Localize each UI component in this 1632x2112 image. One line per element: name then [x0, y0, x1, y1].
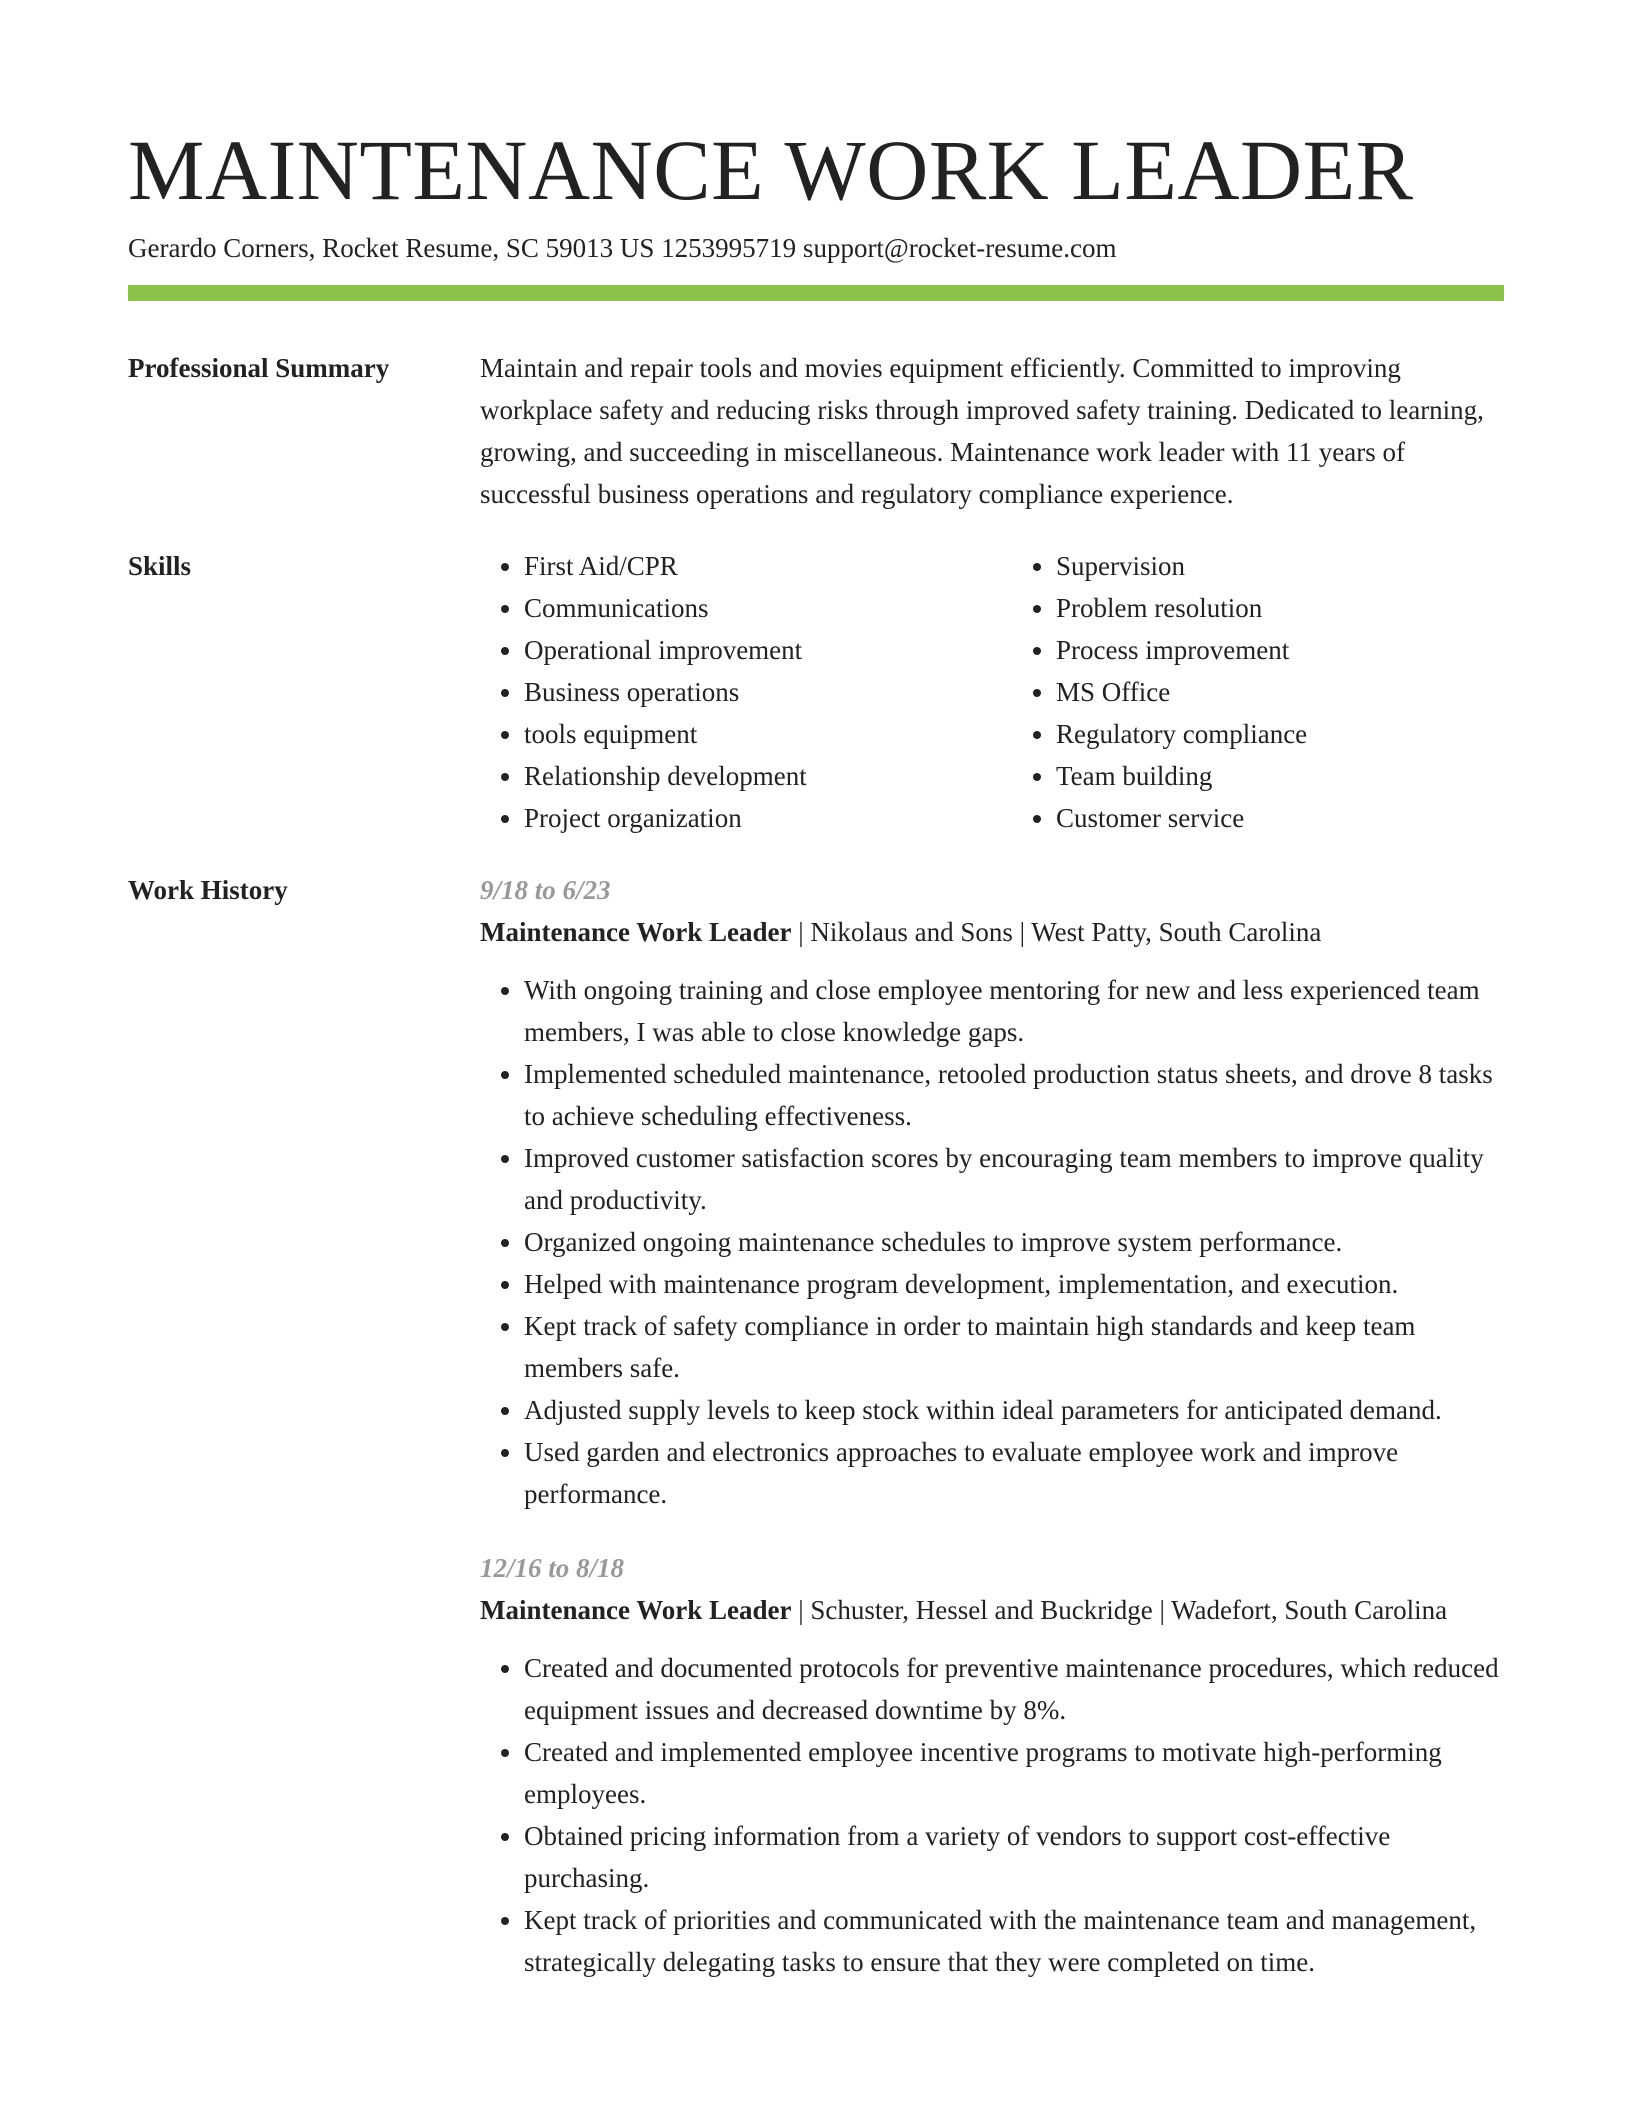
job-entry — [480, 869, 1504, 1515]
skill-item: • Customer service — [1056, 797, 1504, 839]
job-details: | Nikolaus and Sons | West Patty, South Carolina — [791, 917, 1322, 947]
job-bullet: • Obtained pricing information from a variety of vendors to support cost-effective purchasing. — [524, 1815, 1504, 1899]
skill-item: • Team building — [1056, 755, 1504, 797]
job-bullet: • Adjusted supply levels to keep stock within ideal parameters for anticipated demand. — [524, 1389, 1504, 1431]
job-title: Maintenance Work Leader — [480, 1595, 792, 1625]
job-heading — [480, 911, 1504, 953]
job-bullets — [480, 969, 1504, 1515]
job-bullet: • Improved customer satisfaction scores by encouraging team members to improve quality and productivity. — [524, 1137, 1504, 1221]
job-bullet: • Kept track of priorities and communicated with the maintenance team and management, strategically delegating tasks to ensure that they were completed on time. — [524, 1899, 1504, 1983]
summary-section — [480, 347, 1504, 515]
skill-item: • Communications — [524, 587, 972, 629]
skill-item: • Business operations — [524, 671, 972, 713]
job-dates: 9/18 to 6/23 — [480, 875, 611, 905]
job-bullet: • With ongoing training and close employee mentoring for new and less experienced team members, I was able to close knowledge gaps. — [524, 969, 1504, 1053]
job-bullet: • Implemented scheduled maintenance, retooled production status sheets, and drove 8 tasks to achieve scheduling effectiveness. — [524, 1053, 1504, 1137]
job-dates: 12/16 to 8/18 — [480, 1553, 625, 1583]
skills-list-left — [480, 545, 972, 839]
header-divider — [128, 285, 1504, 301]
skill-item: • Relationship development — [524, 755, 972, 797]
job-bullet: • Used garden and electronics approaches to evaluate employee work and improve performance. — [524, 1431, 1504, 1515]
summary-label: Professional Summary — [128, 353, 390, 383]
job-bullets — [480, 1647, 1504, 1983]
job-bullet: • Kept track of safety compliance in order to maintain high standards and keep team members safe. — [524, 1305, 1504, 1389]
job-title: Maintenance Work Leader — [480, 917, 792, 947]
job-details: | Schuster, Hessel and Buckridge | Wadefort, South Carolina — [791, 1595, 1448, 1625]
job-entry — [480, 1547, 1504, 1983]
resume-title: MAINTENANCE WORK LEADER — [128, 122, 1414, 218]
job-bullet: • Created and implemented employee incentive programs to motivate high-performing employees. — [524, 1731, 1504, 1815]
skill-item: • Project organization — [524, 797, 972, 839]
skills-columns — [480, 545, 1504, 839]
skill-item: • MS Office — [1056, 671, 1504, 713]
job-bullet: • Helped with maintenance program development, implementation, and execution. — [524, 1263, 1504, 1305]
skill-item: • Operational improvement — [524, 629, 972, 671]
skills-section — [480, 545, 1504, 839]
work-history-section — [480, 869, 1504, 1983]
job-heading — [480, 1589, 1504, 1631]
skill-item: • Supervision — [1056, 545, 1504, 587]
skill-item: • Problem resolution — [1056, 587, 1504, 629]
skills-label: Skills — [128, 551, 192, 581]
contact-line: Gerardo Corners, Rocket Resume, SC 59013 US 1253995719 support@rocket-resume.com — [128, 233, 1117, 263]
job-bullet: • Created and documented protocols for preventive maintenance procedures, which reduced equipment issues and decreased downtime by 8%. — [524, 1647, 1504, 1731]
skills-list-right — [1012, 545, 1504, 839]
job-bullet: • Organized ongoing maintenance schedules to improve system performance. — [524, 1221, 1504, 1263]
summary-text: Maintain and repair tools and movies equipment efficiently. Committed to improving workplace safety and reducing risks through improved safety training. Dedicated to learning, growing, and succeeding in miscellaneous. Maintenance work leader with 11 years of successful business operations and regulatory compliance experience. — [480, 353, 1484, 509]
work-history-label: Work History — [128, 875, 288, 905]
skill-item: • tools equipment — [524, 713, 972, 755]
skill-item: • Regulatory compliance — [1056, 713, 1504, 755]
skill-item: • Process improvement — [1056, 629, 1504, 671]
skill-item: • First Aid/CPR — [524, 545, 972, 587]
